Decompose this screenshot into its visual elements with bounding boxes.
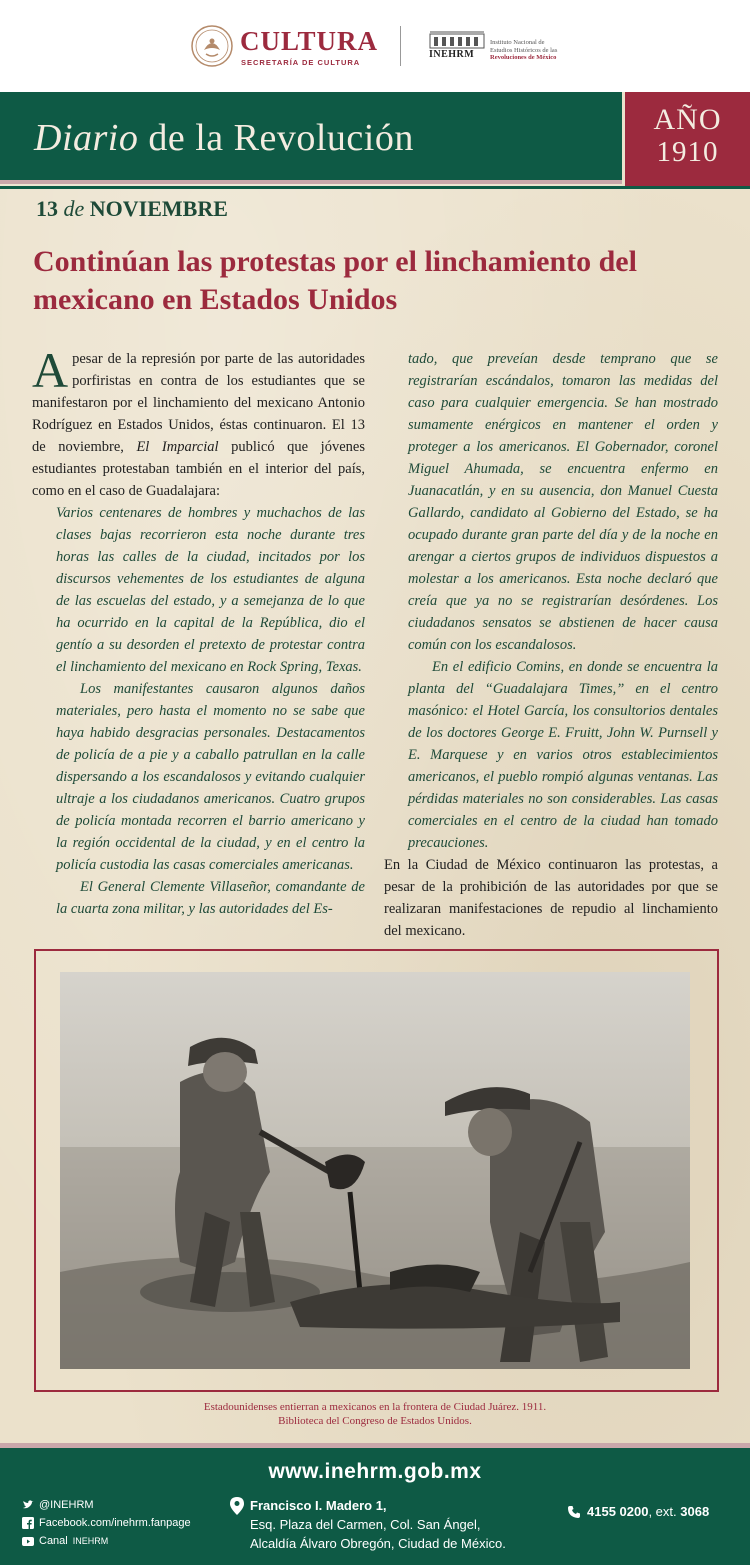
issue-date: 13 de NOVIEMBRE — [36, 196, 228, 221]
facebook-link[interactable]: Facebook.com/inehrm.fanpage — [22, 1514, 191, 1532]
website-link[interactable]: www.inehrm.gob.mx — [268, 1460, 482, 1483]
inehrm-description: Instituto Nacional de Estudios Históricos de las Revoluciones de México — [490, 39, 558, 61]
publication-title: Diario de la Revolución — [34, 117, 414, 159]
closing-paragraph: En la Ciudad de México continuaron las protestas, a pesar de la prohibición de las autoridades por que se realizaran manifestaciones de repudio al linchamiento del mexicano. — [384, 857, 718, 939]
article-column-left — [32, 342, 365, 920]
cultura-logo-text: CULTURA — [240, 26, 379, 56]
phone-number[interactable]: 4155 0200, ext. 3068 — [567, 1504, 709, 1519]
phone-icon — [567, 1505, 581, 1519]
mexico-coat-of-arms-icon — [190, 24, 234, 68]
masthead — [0, 92, 622, 184]
newspaper-name: El Imparcial — [136, 439, 219, 455]
logo-divider — [400, 26, 401, 66]
cultura-subtitle: SECRETARÍA DE CULTURA — [241, 58, 361, 67]
facebook-icon — [22, 1517, 34, 1529]
historical-photo — [60, 972, 690, 1369]
youtube-icon — [22, 1535, 34, 1547]
photo-caption: Estadounidenses entierran a mexicanos en la frontera de Ciudad Juárez. 1911. Biblioteca del Congreso de Estados Unidos. — [203, 1401, 547, 1427]
article-headline: Continúan las protestas por el linchamiento del mexicano en Estados Unidos — [33, 245, 637, 316]
burial-scene-image — [60, 972, 690, 1369]
logo-bar — [0, 0, 750, 92]
quote-paragraph-2: Los manifestantes causaron algunos daños materiales, pero hasta el momento no se sabe que haya habido desgracias personales. Destacamentos de policía de a pie y a caballo patrullan en la calle dispersando a los escandalosos y evitando cualquier ultraje a los ciudadanos americanos. Cuatro grupos de policía montada recorren el barrio americano y la región occidental de la ciudad, y en el centro la policía custodia las casas comerciales americanas. — [56, 681, 365, 873]
quote-paragraph-3-start: El General Clemente Villaseñor, comandante de la cuarta zona militar, y las autoridades del Es- — [56, 879, 365, 917]
year-label: AÑO — [653, 103, 722, 136]
twitter-icon — [22, 1499, 34, 1511]
youtube-link[interactable]: Canal INEHRM — [22, 1532, 191, 1550]
twitter-link[interactable]: @INEHRM — [22, 1496, 191, 1514]
intro-paragraph: Apesar de la represión por parte de las autoridades porfiristas en contra de los estudiantes que se manifestaron por el linchamiento del mexicano Antonio Rodríguez en Estados Unidos, éstas continuaron. El 13 de noviembre, El Imparcial publicó que jóvenes estudiantes protestaban también en el interior del país, como en el caso de Guadalajara: — [32, 342, 365, 499]
location-pin-icon — [230, 1497, 244, 1515]
address: Francisco I. Madero 1, Esq. Plaza del Carmen, Col. San Ángel, Alcaldía Álvaro Obregón, Ciudad de México. — [250, 1496, 506, 1553]
social-links — [22, 1496, 191, 1550]
article-column-right — [384, 348, 718, 942]
year-number: 1910 — [656, 136, 719, 168]
quote-paragraph-3-end: tado, que preveían desde temprano que se registrarían escándalos, tomaron las medidas del caso para cualquier emergencia. Se han mostrado sumamente enérgicos en mantener el orden y proteger a los americanos. El Gobernador, coronel Miguel Ahumada, se encuentra enfermo en Juanacatlán, y en su ausencia, don Manuel Cuesta Gallardo, candidato al Gobierno del Estado, se ha ocupado durante gran parte del día y de la noche en arengar a ciertos grupos de individuos dispuestos a molestar a los americanos. Esta noche declaró que creía que ya no se registrarían desórdenes. Los ciudadanos sensatos se abstienen de hacer causa común con los escandalosos. — [408, 351, 718, 653]
drop-cap: A — [32, 342, 69, 398]
inehrm-logo-text: INEHRM — [429, 49, 475, 60]
footer — [0, 1448, 750, 1565]
quote-paragraph-1: Varios centenares de hombres y muchachos de las clases bajas recorrieron esta noche durante tres horas las calles de la ciudad, incitados por los discursos vehementes de los estudiantes de alguna de las escuelas del estado, y a semejanza de lo que ha ocurrido en la capital de la República, dio el gentío a su desorden el pretexto de protestar contra el linchamiento del mexicano en Rock Spring, Texas. — [56, 505, 365, 675]
masthead-rule — [0, 186, 750, 189]
quote-paragraph-4: En el edificio Comins, en donde se encuentra la planta del “Guadalajara Times,” en el centro masónico: el Hotel García, los consultorios dentales de los doctores George E. Fruitt, John W. Purnsell y E. Marquese y en varios otros establecimientos americanos, el pueblo rompió algunas ventanas. Las pérdidas materiales no son considerables. Las casas comerciales en el centro de la ciudad han tomado precauciones. — [408, 659, 718, 851]
year-badge — [625, 92, 750, 186]
